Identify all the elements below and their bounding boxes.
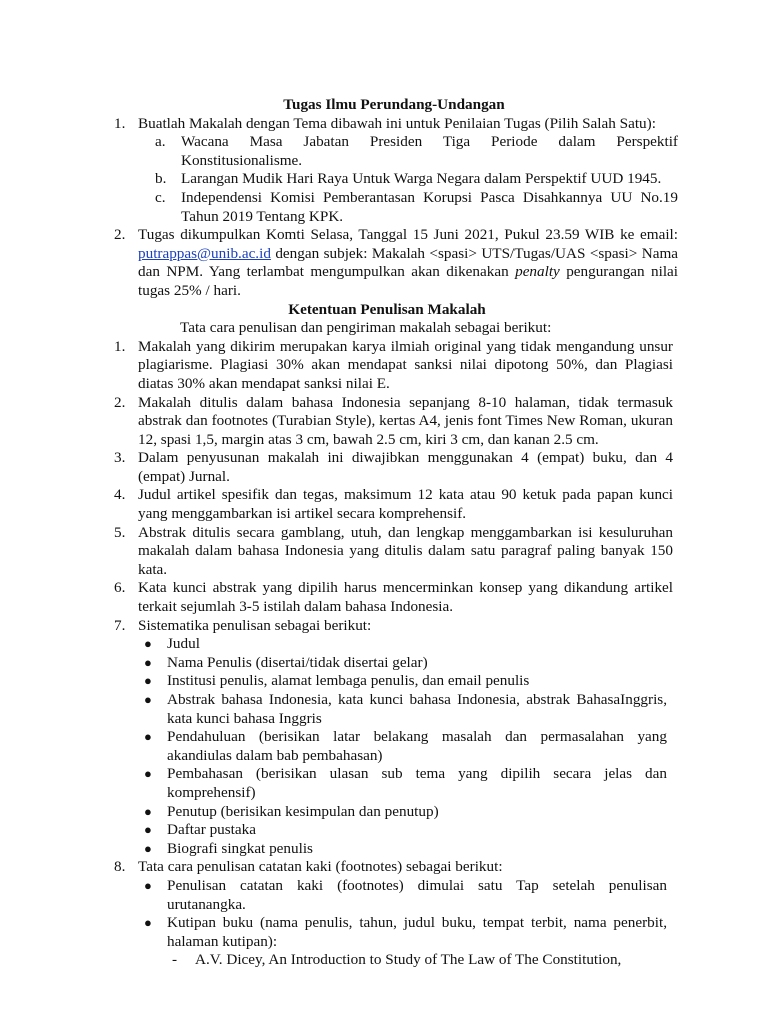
structure-bullet: [0, 728, 667, 765]
theme-item-a: [0, 133, 678, 170]
structure-bullet: [0, 672, 667, 691]
structure-bullet-text: Pembahasan (berisikan ulasan sub tema yang dipilih secara jelas dan komprehensif): [167, 765, 667, 801]
structure-bullet: [0, 654, 667, 673]
structure-bullet: [0, 821, 667, 840]
theme-text-b: Larangan Mudik Hari Raya Untuk Warga Negara dalam Perspektif UUD 1945.: [181, 170, 662, 188]
bullet-icon: ●: [144, 877, 152, 893]
theme-list: [0, 133, 768, 226]
structure-bullet: [0, 691, 667, 728]
rule-text-3: Dalam penyusunan makalah ini diwajibkan menggunakan 4 (empat) buku, dan 4 (empat) Jurnal.: [138, 449, 673, 485]
structure-bullet-text: Judul: [167, 635, 200, 653]
theme-text-a: Wacana Masa Jabatan Presiden Tiga Periode dalam Perspektif Konstitusionalisme.: [181, 133, 678, 169]
bullet-icon: ●: [144, 636, 152, 652]
rule-text-5: Abstrak ditulis secara gamblang, utuh, dan lengkap menggambarkan isi kesuluruhan makalah dalam bahasa Indonesia yang ditulis dalam satu paragraf paling banyak 150 kata.: [138, 523, 673, 578]
document-title: Tugas Ilmu Perundang-Undangan: [283, 96, 505, 113]
theme-letter-b: b.: [155, 170, 167, 188]
dash-marker: -: [172, 951, 178, 969]
bullet-icon: ●: [144, 822, 152, 838]
theme-item-c: [0, 189, 678, 226]
task-text-2-middle: dengan subjek: Makalah <spasi> UTS/Tugas/UAS <spasi> Nama dan NPM. Yang terlambat mengumpulkan akan dikenakan: [138, 244, 678, 281]
rule-item-6: [0, 579, 673, 616]
citation-example-list: [0, 951, 768, 970]
task-list: [0, 115, 768, 134]
rule-number-2: 2.: [114, 393, 126, 411]
rule-item-5: [0, 524, 673, 580]
footnote-bullet: [0, 914, 667, 951]
rule-number-7: 7.: [114, 616, 126, 634]
footnote-bullet: [0, 877, 667, 914]
document-body: [0, 96, 768, 970]
section-intro: Tata cara penulisan dan pengiriman makalah sebagai berikut:: [180, 319, 552, 337]
task-number-2: 2.: [114, 226, 126, 244]
structure-bullet-text: Penutup (berisikan kesimpulan dan penutup): [167, 802, 439, 820]
theme-item-b: [0, 170, 678, 189]
rule-text-7: Sistematika penulisan sebagai berikut:: [138, 616, 372, 634]
rule-item-7: [0, 617, 673, 636]
rule-text-4: Judul artikel spesifik dan tegas, maksimum 12 kata atau 90 ketuk pada papan kunci yang menggambarkan isi artikel secara komprehensif.: [138, 486, 673, 523]
rule-item-1: [0, 338, 673, 394]
structure-bullet-text: Institusi penulis, alamat lembaga penulis, dan email penulis: [167, 672, 530, 690]
rule-item-3: [0, 449, 673, 486]
structure-bullet-list: [0, 635, 768, 858]
task-list-continued: [0, 226, 768, 300]
rule-number-6: 6.: [114, 579, 126, 597]
task-text-1: Buatlah Makalah dengan Tema dibawah ini untuk Penilaian Tugas (Pilih Salah Satu):: [138, 114, 656, 132]
structure-bullet-text: Pendahuluan (berisikan latar belakang masalah dan permasalahan yang akandiulas dalam bab pembahasan): [167, 728, 667, 764]
bullet-icon: ●: [144, 673, 152, 689]
rules-list-continued: [0, 858, 768, 877]
task-number-1: 1.: [114, 114, 126, 132]
bullet-icon: ●: [144, 692, 152, 707]
structure-bullet-text: Biografi singkat penulis: [167, 839, 313, 857]
bullet-icon: ●: [144, 654, 152, 670]
structure-bullet-text: Daftar pustaka: [167, 821, 256, 839]
theme-letter-c: c.: [155, 188, 166, 206]
rule-item-2: [0, 394, 673, 450]
structure-bullet: [0, 803, 667, 822]
citation-example: [0, 951, 645, 970]
footnote-bullet-text: Penulisan catatan kaki (footnotes) dimulai satu Tap setelah penulisan urutanangka.: [167, 876, 667, 913]
rule-number-3: 3.: [114, 449, 126, 467]
rule-number-5: 5.: [114, 523, 126, 541]
theme-text-c: Independensi Komisi Pemberantasan Korupsi Pasca Disahkannya UU No.19 Tahun 2019 Tentang KPK.: [181, 188, 678, 225]
task-text-2-end: pengurangan nilai tugas 25% / hari.: [138, 263, 679, 299]
footnote-bullet-list: [0, 877, 768, 951]
structure-bullet: [0, 635, 667, 654]
task-item-2: [0, 226, 678, 300]
structure-bullet: [0, 765, 667, 802]
task-text-2-start: Tugas dikumpulkan Komti Selasa, Tanggal 15 Juni 2021, Pukul 23.59 WIB ke email:: [138, 226, 678, 244]
rules-list: [0, 338, 768, 636]
bullet-icon: ●: [144, 803, 152, 819]
rule-item-8: [0, 858, 673, 877]
section-title: Ketentuan Penulisan Makalah: [288, 300, 486, 318]
footnote-bullet-text: Kutipan buku (nama penulis, tahun, judul buku, tempat terbit, nama penerbit, halaman kutipan):: [167, 914, 667, 950]
penalty-term: penalty: [515, 263, 560, 281]
rule-text-8: Tata cara penulisan catatan kaki (footnotes) sebagai berikut:: [138, 858, 503, 876]
rule-text-6: Kata kunci abstrak yang dipilih harus mencerminkan konsep yang dikandung artikel terkait sejumlah 3-5 istilah dalam bahasa Indonesia.: [138, 579, 673, 616]
bullet-icon: ●: [144, 766, 152, 782]
structure-bullet: [0, 840, 667, 859]
task-item-1: [0, 115, 678, 134]
bullet-icon: ●: [144, 729, 152, 745]
theme-letter-a: a.: [155, 133, 166, 151]
rule-text-1: Makalah yang dikirim merupakan karya ilmiah original yang tidak mengandung unsur plagiarisme. Plagiasi 30% akan mendapat sanksi nilai dipotong 50%, dan Plagiasi diatas 30% akan mendapat sanksi nilai E.: [138, 337, 673, 392]
bullet-icon: ●: [144, 840, 152, 856]
rule-number-8: 8.: [114, 858, 126, 876]
rule-number-1: 1.: [114, 337, 126, 355]
citation-example-text: A.V. Dicey, An Introduction to Study of The Law of The Constitution,: [195, 951, 622, 969]
structure-bullet-text: Nama Penulis (disertai/tidak disertai gelar): [167, 653, 428, 671]
email-link[interactable]: putrappas@unib.ac.id: [138, 244, 271, 262]
rule-number-4: 4.: [114, 486, 126, 504]
structure-bullet-text: Abstrak bahasa Indonesia, kata kunci bahasa Indonesia, abstrak BahasaInggris, kata kunci bahasa Inggris: [167, 691, 667, 727]
bullet-icon: ●: [144, 915, 152, 931]
rule-item-4: [0, 486, 673, 523]
rule-text-2: Makalah ditulis dalam bahasa Indonesia sepanjang 8-10 halaman, tidak termasuk abstrak dan footnotes (Turabian Style), kertas A4, jenis font Times New Roman, ukuran 12, spasi 1,5, margin atas 3 cm, bawah 2.5 cm, kiri 3 cm, dan kanan 2.5 cm.: [138, 393, 673, 448]
